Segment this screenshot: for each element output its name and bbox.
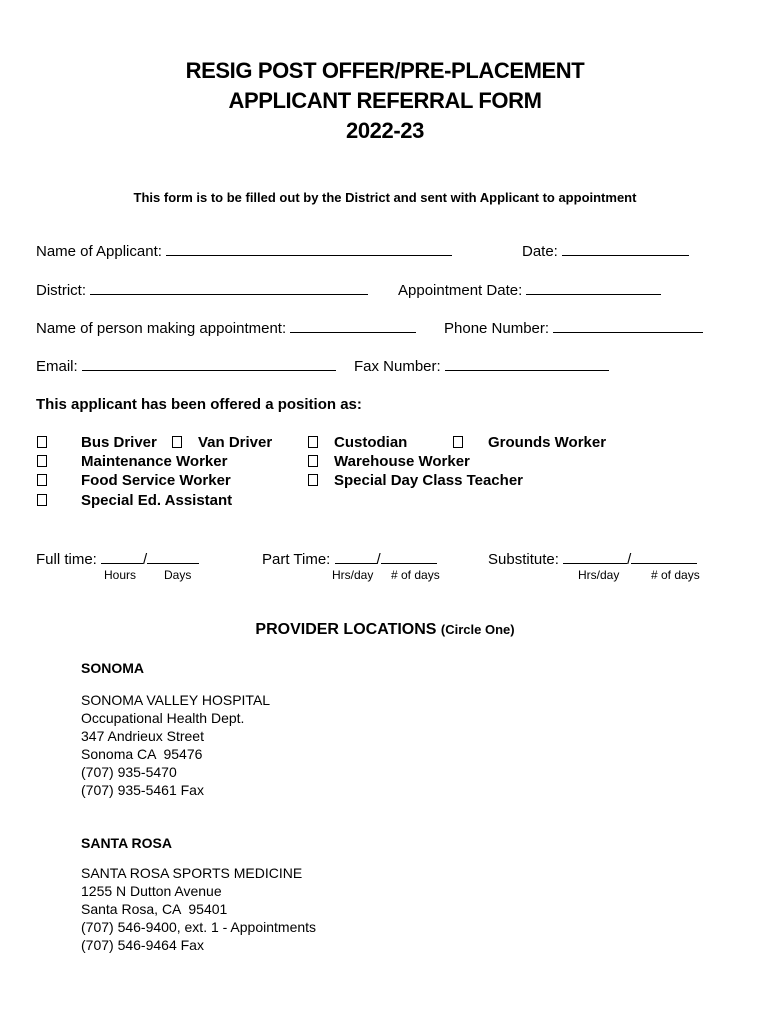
warehouse-worker-checkbox[interactable] [308, 455, 318, 467]
email-field[interactable] [36, 356, 336, 375]
custodian-label: Custodian [334, 434, 408, 451]
fax-field[interactable] [354, 356, 609, 375]
substitute-hours-line[interactable] [563, 549, 627, 564]
applicant-name-line[interactable] [166, 241, 452, 256]
santa-rosa-street: 1255 N Dutton Avenue [81, 883, 222, 899]
part-time-label: Part Time: [262, 551, 331, 568]
form-title-year: 2022-23 [346, 118, 424, 143]
phone-line[interactable] [553, 318, 703, 333]
special-ed-assistant-label: Special Ed. Assistant [81, 492, 233, 509]
substitute-label: Substitute: [488, 551, 559, 568]
sonoma-name: SONOMA VALLEY HOSPITAL [81, 692, 271, 708]
part-time-hours-line[interactable] [335, 549, 377, 564]
district-field[interactable] [36, 280, 368, 299]
van-driver-label: Van Driver [198, 434, 273, 451]
food-service-worker-checkbox[interactable] [37, 474, 47, 486]
sonoma-fax: (707) 935-5461 Fax [81, 782, 204, 798]
sonoma-label: SONOMA [81, 660, 144, 676]
part-time-days-caption: # of days [391, 568, 440, 582]
person-making-field[interactable] [36, 318, 416, 337]
fax-line[interactable] [445, 356, 609, 371]
substitute-days-line[interactable] [631, 549, 697, 564]
applicant-name-label: Name of Applicant: [36, 243, 162, 260]
date-label: Date: [522, 243, 558, 260]
phone-label: Phone Number: [444, 320, 550, 337]
substitute-days-caption: # of days [651, 568, 700, 582]
santa-rosa-name: SANTA ROSA SPORTS MEDICINE [81, 865, 303, 881]
fax-label: Fax Number: [354, 358, 441, 375]
email-line[interactable] [82, 356, 336, 371]
provider-heading-text: PROVIDER LOCATIONS [255, 621, 437, 638]
special-day-teacher-label: Special Day Class Teacher [334, 472, 523, 489]
full-time-days-caption: Days [164, 568, 192, 582]
van-driver-checkbox[interactable] [172, 436, 182, 448]
form-title-line1: RESIG POST OFFER/PRE-PLACEMENT [185, 58, 585, 83]
bus-driver-checkbox[interactable] [37, 436, 47, 448]
email-label: Email: [36, 358, 78, 375]
bus-driver-label: Bus Driver [81, 434, 157, 451]
sonoma-phone: (707) 935-5470 [81, 764, 177, 780]
santa-rosa-label: SANTA ROSA [81, 835, 172, 851]
santa-rosa-phone: (707) 546-9400, ext. 1 - Appointments [81, 919, 317, 935]
full-time-field[interactable]: Full time: / [36, 549, 199, 568]
part-time-field[interactable]: Part Time: / [262, 549, 437, 568]
sonoma-city: Sonoma CA 95476 [81, 746, 203, 762]
maintenance-worker-label: Maintenance Worker [81, 453, 228, 470]
provider-heading-note: (Circle One) [440, 622, 515, 637]
person-making-label: Name of person making appointment: [36, 320, 287, 337]
full-time-days-line[interactable] [147, 549, 199, 564]
part-time-hrs-caption: Hrs/day [332, 568, 374, 582]
provider-locations-heading [0, 621, 770, 639]
grounds-worker-checkbox[interactable] [453, 436, 463, 448]
full-time-hours-line[interactable] [101, 549, 143, 564]
person-making-line[interactable] [290, 318, 416, 333]
applicant-name-field[interactable] [36, 241, 452, 260]
date-line[interactable] [562, 241, 689, 256]
food-service-worker-label: Food Service Worker [81, 472, 231, 489]
positions-heading: This applicant has been offered a position as: [36, 396, 362, 413]
district-line[interactable] [90, 280, 368, 295]
appointment-date-field[interactable] [398, 280, 661, 299]
form-title-line2: APPLICANT REFERRAL FORM [228, 88, 542, 113]
date-field[interactable] [522, 241, 689, 260]
sonoma-address [81, 691, 270, 799]
full-time-hours-caption: Hours [104, 568, 137, 582]
sonoma-dept: Occupational Health Dept. [81, 710, 245, 726]
appointment-date-line[interactable] [526, 280, 661, 295]
sonoma-street: 347 Andrieux Street [81, 728, 204, 744]
phone-field[interactable] [444, 318, 703, 337]
special-day-teacher-checkbox[interactable] [308, 474, 318, 486]
substitute-field[interactable]: Substitute: / [488, 549, 697, 568]
substitute-hrs-caption: Hrs/day [578, 568, 620, 582]
special-ed-assistant-checkbox[interactable] [37, 494, 47, 506]
grounds-worker-label: Grounds Worker [488, 434, 607, 451]
part-time-days-line[interactable] [381, 549, 437, 564]
santa-rosa-city: Santa Rosa, CA 95401 [81, 901, 228, 917]
full-time-label: Full time: [36, 551, 97, 568]
custodian-checkbox[interactable] [308, 436, 318, 448]
form-instruction: This form is to be filled out by the District and sent with Applicant to appointment [133, 190, 637, 205]
santa-rosa-fax: (707) 546-9464 Fax [81, 937, 204, 953]
appointment-date-label: Appointment Date: [398, 282, 523, 299]
warehouse-worker-label: Warehouse Worker [334, 453, 470, 470]
santa-rosa-address [81, 864, 316, 954]
district-label: District: [36, 282, 86, 299]
maintenance-worker-checkbox[interactable] [37, 455, 47, 467]
